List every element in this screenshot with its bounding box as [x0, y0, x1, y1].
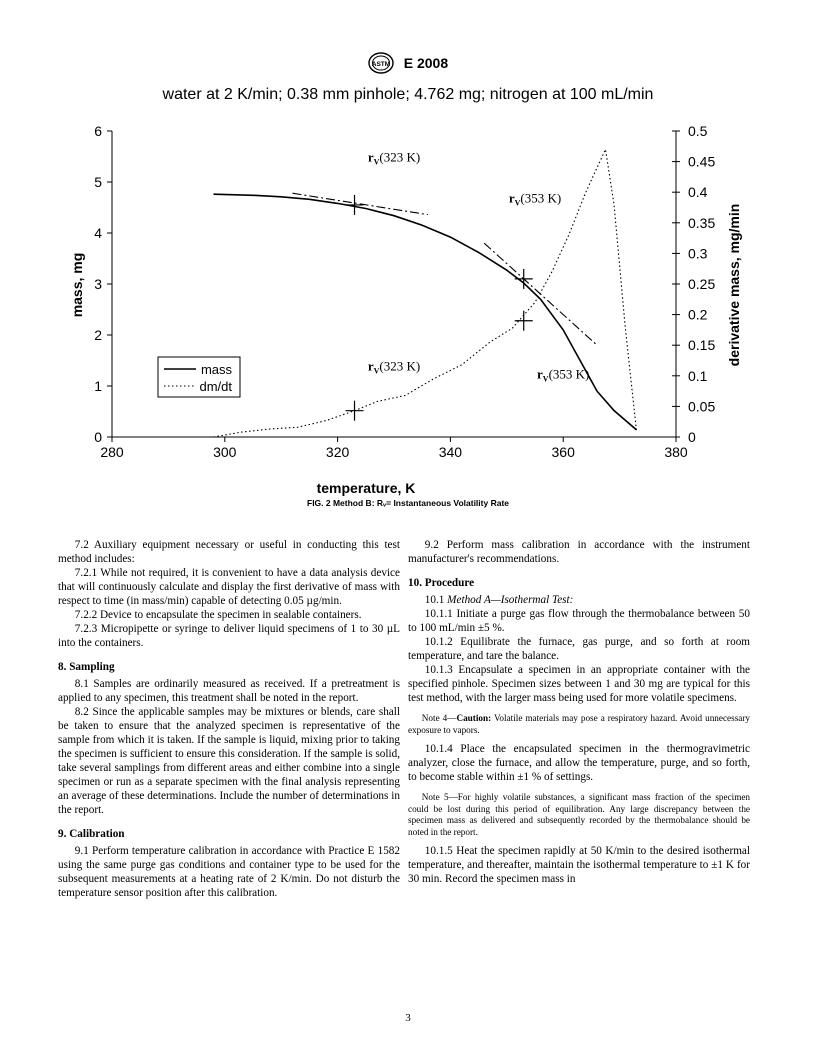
- chart-annotations: [368, 150, 590, 384]
- x-tick-label: 380: [664, 444, 688, 460]
- paragraph: 10.1.2 Equilibrate the furnace, gas purge, and so forth at room temperature, and tare the balance.: [408, 636, 750, 662]
- chart-legend: [158, 357, 240, 397]
- series-line-dm-dt: [214, 149, 637, 437]
- y2-tick-label: 0.45: [688, 153, 716, 170]
- note-4: [408, 713, 750, 736]
- note-label: Note 4—: [421, 713, 457, 723]
- y2-tick-label: 0: [688, 429, 696, 445]
- annotation-label: $r_V(353$ K): [537, 366, 590, 384]
- tangent-line: [292, 193, 427, 214]
- paragraph: 7.2.3 Micropipette or syringe to deliver liquid specimens of 1 to 30 µL into the containers.: [58, 623, 400, 649]
- y2-tick-label: 0.05: [688, 398, 716, 415]
- legend-label: mass: [200, 362, 232, 377]
- annotation-label: $r_V(353$ K): [508, 190, 562, 208]
- text-column-left: [58, 538, 400, 900]
- standard-designation: E 2008: [403, 55, 449, 72]
- x-axis-label: temperature, K: [316, 480, 416, 496]
- volatility-chart: [0, 110, 816, 500]
- section-heading: 10. Procedure: [408, 577, 475, 589]
- text-column-right: [408, 538, 750, 886]
- paragraph: 10.1.3 Encapsulate a specimen in an appropriate container with the specified pinhole. Specimen sizes between 1 and 30 mg are typical for this test method, with the larger mass being used for more volatile specimens.: [408, 664, 750, 704]
- page-number: 3: [405, 1012, 411, 1024]
- method-title: Method A—Isothermal Test:: [447, 594, 574, 606]
- y-tick-label: 3: [94, 276, 102, 292]
- legend-label: dm/dt: [199, 379, 232, 394]
- paragraph: 10.1.4 Place the encapsulated specimen in the thermogravimetric analyzer, close the furnace, and allow the temperature, purge, and so forth, to become stable within ±1 % of settings.: [408, 743, 750, 783]
- section-heading: 8. Sampling: [58, 661, 115, 673]
- y-tick-label: 5: [94, 174, 102, 190]
- paragraph: 8.2 Since the applicable samples may be mixtures or blends, care shall be taken to ensure that the analyzed specimen is representative of the sample from which it is taken. If the sample is liquid, mixing prior to taking the specimen is sufficient to ensure this consideration. If the sample is solid, take several samplings from different areas and either combine into a single specimen or run as a separate specimen with the final analysis representing an average of these determinations. Include the number of determinations in the report.: [58, 706, 400, 816]
- paragraph: [408, 593, 750, 607]
- figure-caption: FIG. 2 Method B: Rᵥ= Instantaneous Volatility Rate: [307, 498, 509, 508]
- paragraph: 9.2 Perform mass calibration in accordance with the instrument manufacturer's recommendations.: [408, 539, 750, 565]
- y-axis-label: mass, mg: [69, 252, 85, 318]
- note-5: [408, 792, 750, 838]
- x-tick-label: 340: [438, 444, 463, 460]
- y2-tick-label: 0.3: [688, 245, 708, 262]
- logo-text: ASTM: [371, 61, 391, 68]
- paragraph: 7.2.1 While not required, it is convenient to have a data analysis device that will continuously calculate and display the first derivative of mass with respect to time (in mass/min) capable of detecting 0.05 µg/min.: [58, 567, 400, 607]
- paragraph: 8.1 Samples are ordinarily measured as received. If a pretreatment is applied to any specimen, this treatment shall be noted in the report.: [58, 678, 400, 704]
- section-heading: 9. Calibration: [58, 828, 125, 840]
- x-tick-label: 280: [100, 444, 124, 460]
- y2-tick-label: 0.25: [688, 276, 716, 292]
- paragraph: 10.1.5 Heat the specimen rapidly at 50 K/min to the desired isothermal temperature, and thereafter, maintain the isothermal temperature to ±1 K for 30 min. Record the specimen mass in: [408, 845, 750, 885]
- tangent-line: [484, 243, 597, 345]
- paragraph: 10.1.1 Initiate a purge gas flow through the thermobalance between 50 to 100 mL/min ±5 %.: [408, 608, 750, 634]
- annotation-label: $r_V(323$ K): [367, 149, 421, 167]
- chart-markers: [346, 195, 533, 421]
- paragraph: 7.2.2 Device to encapsulate the specimen in sealable containers.: [74, 609, 362, 621]
- caution-label: Caution:: [456, 713, 492, 723]
- series-line-mass: [214, 194, 637, 430]
- paragraph: 9.1 Perform temperature calibration in accordance with Practice E 1582 using the same purge gas conditions and container type to be used for the subsequent measurements at a heating rate of 2 K/min. Do not disturb the temperature sensor position after this calibration.: [58, 845, 400, 899]
- note-text: For highly volatile substances, a significant mass fraction of the specimen could be lost during this period of equilibration. Any large discrepancy between the specimen mass as delivered and subsequently recorded by the thermobalance should be noted in the report.: [408, 792, 751, 837]
- chart-series: [214, 149, 637, 437]
- y-tick-label: 6: [94, 123, 102, 139]
- astm-logo-icon: [368, 52, 394, 77]
- chart-axes: [94, 123, 715, 460]
- crosshair-marker: [346, 195, 364, 215]
- y-tick-label: 4: [94, 225, 102, 241]
- crosshair-marker: [346, 401, 364, 421]
- y-tick-label: 1: [94, 378, 102, 394]
- x-tick-label: 300: [213, 444, 237, 460]
- y2-tick-label: 0.2: [688, 306, 708, 323]
- annotation-label: $r_V(323$ K): [367, 358, 421, 376]
- x-tick-label: 320: [325, 444, 350, 460]
- paragraph-number: 10.1: [424, 594, 448, 606]
- x-tick-label: 360: [551, 444, 575, 460]
- y2-tick-label: 0.15: [688, 337, 716, 354]
- y2-axis-label: derivative mass, mg/min: [726, 203, 742, 367]
- y-tick-label: 0: [94, 429, 102, 445]
- y2-tick-label: 0.5: [688, 123, 708, 139]
- crosshair-marker: [515, 269, 533, 289]
- y-tick-label: 2: [94, 327, 102, 343]
- crosshair-marker: [515, 311, 533, 331]
- note-text: Volatile materials may pose a respiratory hazard. Avoid unnecessary exposure to vapors.: [408, 713, 751, 735]
- chart-title: water at 2 K/min; 0.38 mm pinhole; 4.762 mg; nitrogen at 100 mL/min: [162, 86, 654, 103]
- y2-tick-label: 0.1: [688, 367, 708, 384]
- note-label: Note 5—: [421, 792, 458, 802]
- y2-tick-label: 0.35: [688, 214, 716, 231]
- y2-tick-label: 0.4: [688, 184, 708, 201]
- page-header: [0, 52, 816, 77]
- paragraph: 7.2 Auxiliary equipment necessary or useful in conducting this test method includes:: [58, 539, 400, 565]
